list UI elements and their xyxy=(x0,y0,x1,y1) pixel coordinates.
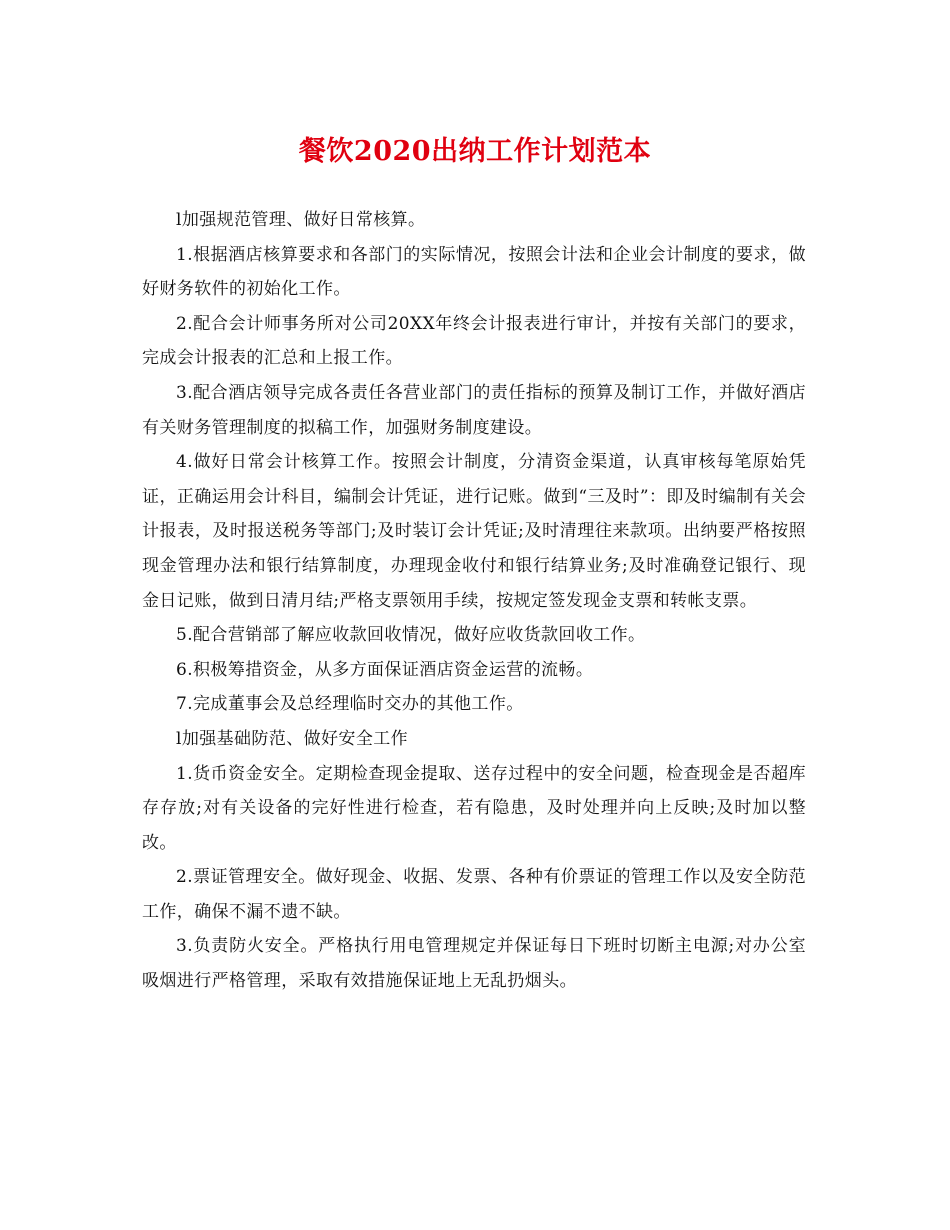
list-item: 4.做好日常会计核算工作。按照会计制度，分清资金渠道，认真审核每笔原始凭证，正确运用会计科目，编制会计凭证，进行记账。做到“三及时”：即及时编制有关会计报表，及时报送税务等部门;及时装订会计凭证;及时清理往来款项。出纳要严格按照现金管理办法和银行结算制度，办理现金收付和银行结算业务;及时准确登记银行、现金日记账，做到日清月结;严格支票领用手续，按规定签发现金支票和转帐支票。 xyxy=(142,452,806,611)
list-item: 3.配合酒店领导完成各责任各营业部门的责任指标的预算及制订工作，并做好酒店有关财务管理制度的拟稿工作，加强财务制度建设。 xyxy=(142,382,806,438)
document-body xyxy=(142,203,806,999)
section-heading-management: l加强规范管理、做好日常核算。 xyxy=(176,210,426,230)
list-item: 3.负责防火安全。严格执行用电管理规定并保证每日下班时切断主电源;对办公室吸烟进行严格管理，采取有效措施保证地上无乱扔烟头。 xyxy=(142,936,806,992)
list-item: 2.票证管理安全。做好现金、收据、发票、各种有价票证的管理工作以及安全防范工作，确保不漏不遗不缺。 xyxy=(142,867,806,922)
list-item: 1.货币资金安全。定期检查现金提取、送存过程中的安全问题，检查现金是否超库存存放;对有关设备的完好性进行检查，若有隐患，及时处理并向上反映;及时加以整改。 xyxy=(142,763,806,853)
list-item: 1.根据酒店核算要求和各部门的实际情况，按照会计法和企业会计制度的要求，做好财务软件的初始化工作。 xyxy=(142,244,806,300)
list-item: 2.配合会计师事务所对公司20XX年终会计报表进行审计，并按有关部门的要求，完成会计报表的汇总和上报工作。 xyxy=(142,313,806,369)
list-item: 6.积极筹措资金，从多方面保证酒店资金运营的流畅。 xyxy=(176,659,594,680)
section-heading-safety: l加强基础防范、做好安全工作 xyxy=(176,728,409,749)
list-item: 7.完成董事会及总经理临时交办的其他工作。 xyxy=(176,694,524,715)
page-title: 餐饮2020出纳工作计划范本 xyxy=(298,136,652,167)
list-item: 5.配合营销部了解应收款回收情况，做好应收货款回收工作。 xyxy=(176,625,646,646)
